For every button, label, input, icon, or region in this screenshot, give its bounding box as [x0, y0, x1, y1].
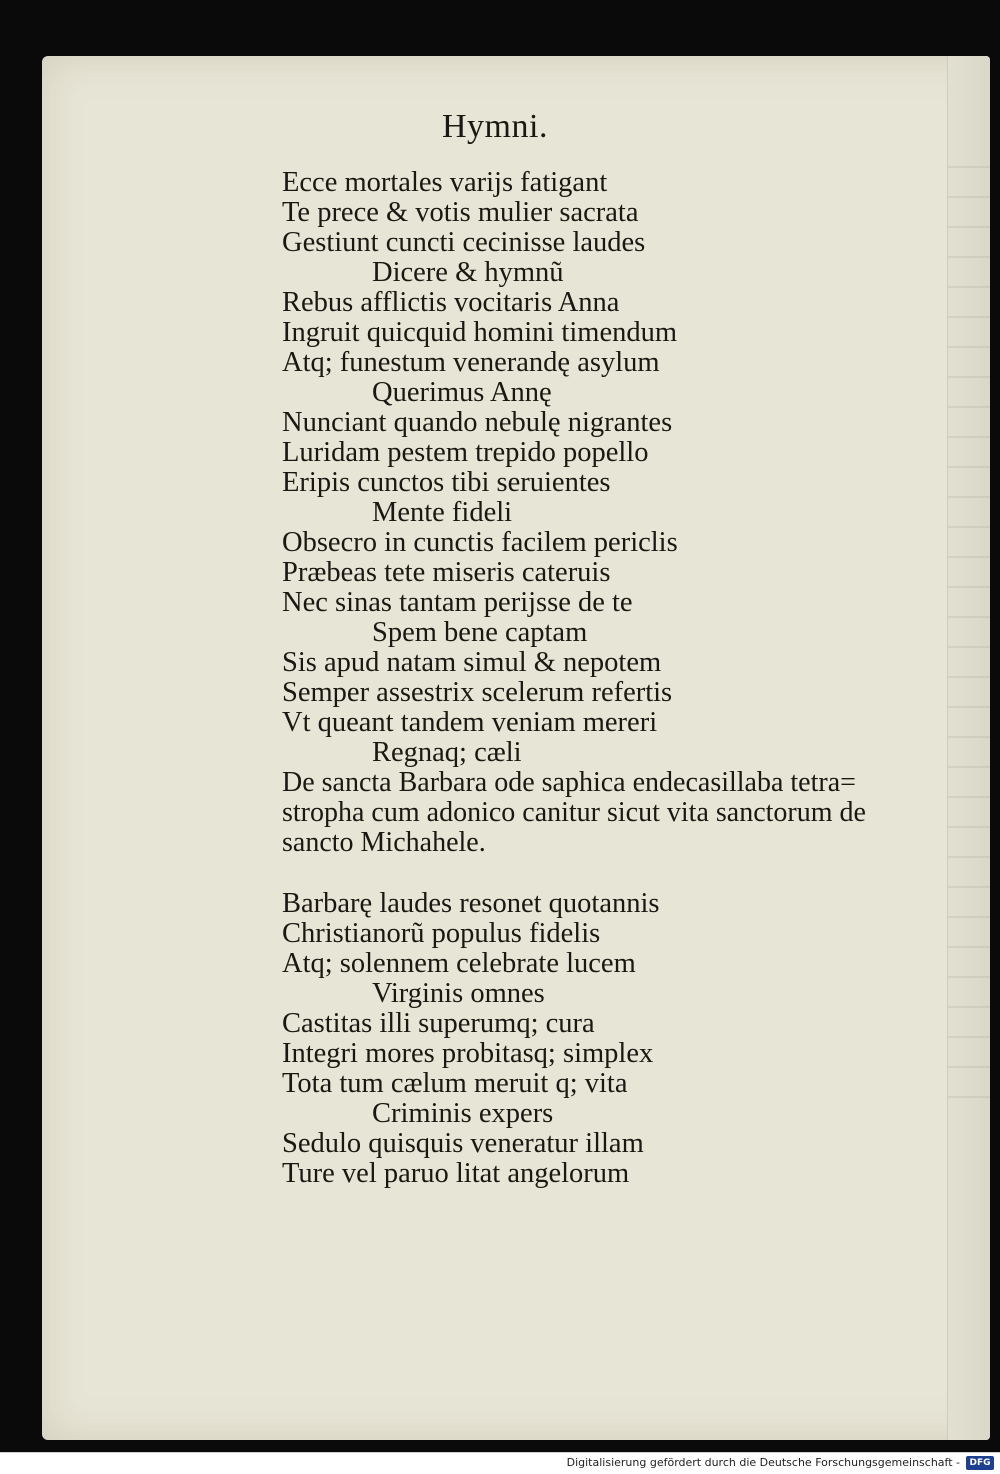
- verse-line: Luridam pestem trepido popello: [282, 437, 649, 468]
- verse-line: Vt queant tandem veniam mereri: [282, 707, 658, 738]
- verse-line: Obsecro in cunctis facilem periclis: [282, 527, 678, 558]
- verse-line: Eripis cunctos tibi seruientes: [282, 467, 611, 498]
- ode-heading-line: stropha cum adonico canitur sicut vita sanctorum de: [282, 797, 866, 828]
- verse-line: Atq; solennem celebrate lucem: [282, 948, 636, 979]
- bleed-through-lines: [948, 166, 990, 1166]
- ode-heading-line: sancto Michahele.: [282, 827, 486, 858]
- stanza-gap: [282, 858, 942, 889]
- verse-line: Nunciant quando nebulę nigrantes: [282, 407, 673, 438]
- ode-heading-line: De sancta Barbara ode saphica endecasillaba tetra=: [282, 767, 856, 798]
- running-head: Hymni.: [442, 108, 548, 145]
- verse-line: Ture vel paruo litat angelorum: [282, 1158, 630, 1189]
- verse-line: Tota tum cælum meruit q; vita: [282, 1068, 628, 1099]
- verse-line: Sis apud natam simul & nepotem: [282, 647, 662, 678]
- facing-page-bleed: [947, 56, 990, 1440]
- verse-line: Barbarę laudes resonet quotannis: [282, 888, 660, 919]
- book-page: [42, 56, 990, 1440]
- verse-line: Atq; funestum venerandę asylum: [282, 347, 660, 378]
- verse-line: Semper assestrix scelerum refertis: [282, 677, 673, 708]
- verse-line: Christianorũ populus fidelis: [282, 918, 601, 949]
- adonic-line: Regnaq; cæli: [372, 737, 522, 768]
- verse-line: Sedulo quisquis veneratur illam: [282, 1128, 644, 1159]
- verse-line: Gestiunt cuncti cecinisse laudes: [282, 227, 646, 258]
- footer-credit: Digitalisierung gefördert durch die Deutsche Forschungsgemeinschaft -: [566, 1456, 960, 1469]
- adonic-line: Mente fideli: [372, 497, 513, 528]
- adonic-line: Virginis omnes: [372, 978, 545, 1009]
- verse-line: Te prece & votis mulier sacrata: [282, 197, 639, 228]
- dfg-logo-icon: DFG: [966, 1456, 994, 1470]
- verse-line: Integri mores probitasq; simplex: [282, 1038, 654, 1069]
- adonic-line: Querimus Annę: [372, 377, 552, 408]
- verse-line: Ingruit quicquid homini timendum: [282, 317, 678, 348]
- adonic-line: Dicere & hymnũ: [372, 257, 564, 288]
- verse-line: Præbeas tete miseris cateruis: [282, 557, 611, 588]
- verse-line: Rebus afflictis vocitaris Anna: [282, 287, 620, 318]
- verse-line: Castitas illi superumq; cura: [282, 1008, 595, 1039]
- adonic-line: Spem bene captam: [372, 617, 588, 648]
- verse-line: Nec sinas tantam perijsse de te: [282, 587, 633, 618]
- footer-bar: [0, 1452, 1000, 1474]
- adonic-line: Criminis expers: [372, 1098, 554, 1129]
- text-block: [282, 168, 942, 1189]
- verse-line: Ecce mortales varijs fatigant: [282, 167, 608, 198]
